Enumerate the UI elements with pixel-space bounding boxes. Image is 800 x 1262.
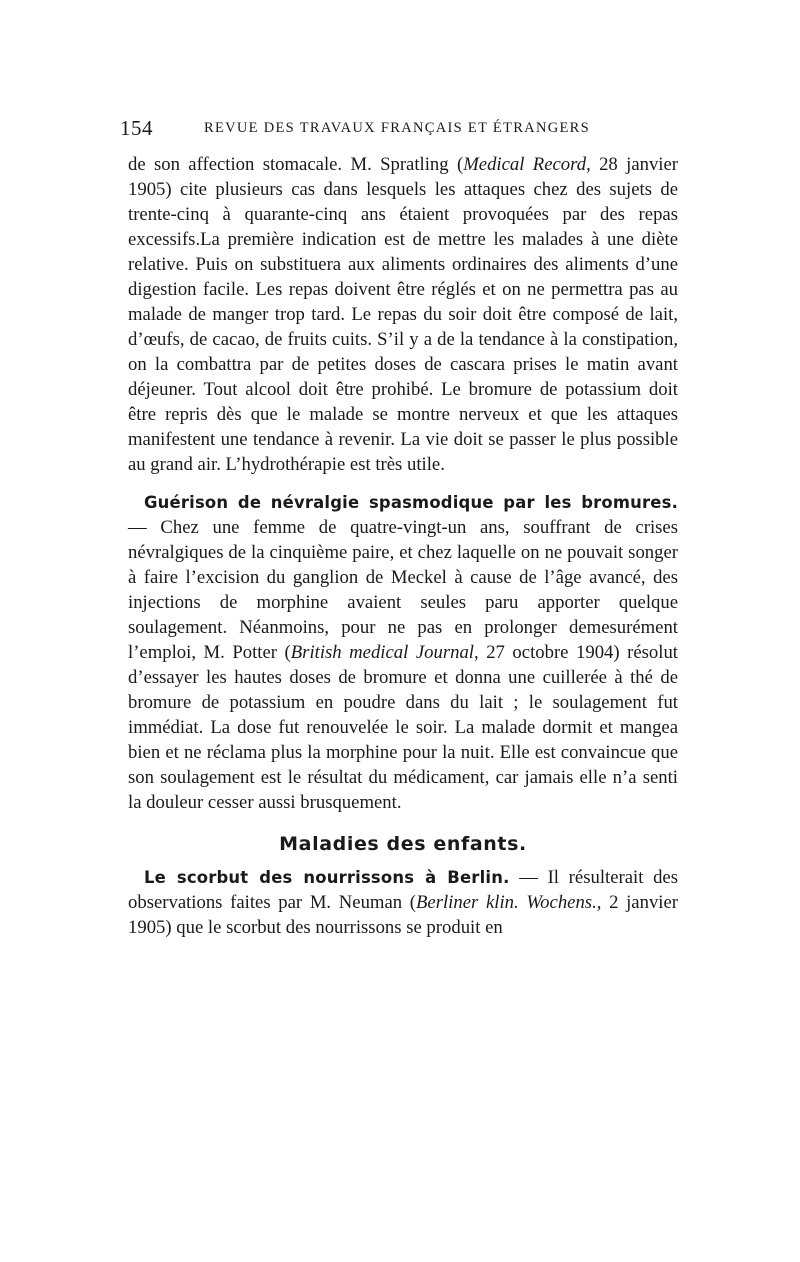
paragraph-text: , 27 octobre 1904) résolut d’essayer les hautes doses de bromure et donna une cuillerée à thé de bromure de potassium en poudre dans du lait ; le soulagement fut immédiat. La dose fut renouvelée le soir. La malade dormit et mangea bien et ne réclama plus la morphine pour la nuit. Elle est convaincue que son soulagement est le résultat du médicament, car jamais elle n’a senti la douleur cesser aussi brusquement.	[128, 642, 678, 813]
paragraph-text: de son affection stomacale. M. Spratling (	[128, 154, 464, 175]
paragraph-text: — Il résulterait des observations faites par M. Neuman (	[128, 867, 678, 913]
page-body	[128, 152, 678, 940]
run-in-heading: Le scorbut des nourrissons à Berlin.	[144, 868, 510, 887]
paragraph-scurvy	[128, 865, 678, 940]
citation-journal: Berliner klin. Wochens.	[416, 892, 597, 913]
page-number: 154	[120, 116, 153, 140]
paragraph-stomach-affection	[128, 152, 678, 477]
page-header	[120, 116, 680, 142]
running-head: REVUE DES TRAVAUX FRANÇAIS ET ÉTRANGERS	[204, 120, 590, 136]
paragraph-text: — Chez une femme de quatre-vingt-un ans, souffrant de crises névralgiques de la cinquième paire, et chez laquelle on ne pouvait songer à faire l’excision du ganglion de Meckel à cause de l’âge avancé, des injections de morphine avaient seules paru apporter quelque soulagement. Néanmoins, pour ne pas en prolonger demesurément l’emploi, M. Potter (	[128, 517, 678, 663]
citation-journal: British medical Journal	[290, 642, 474, 663]
section-title: Maladies des enfants.	[279, 833, 527, 855]
paragraph-neuralgia	[128, 490, 678, 815]
citation-journal: Medical Record	[463, 154, 587, 175]
run-in-heading: Guérison de névralgie spasmodique par les bromures.	[144, 493, 678, 512]
paragraph-text: , 28 janvier 1905) cite plusieurs cas dans lesquels les attaques chez des sujets de trente-cinq à quarante-cinq ans étaient provoquées par des repas excessifs.La première indication est de mettre les malades à une diète relative. Puis on substituera aux aliments ordinaires des aliments d’une digestion facile. Les repas doivent être réglés et on ne permettra pas au malade de manger trop tard. Le repas du soir doit être composé de lait, d’œufs, de cacao, de fruits cuits. S’il y a de la tendance à la constipation, on la combattra par de petites doses de cascara prises le matin avant déjeuner. Tout alcool doit être prohibé. Le bromure de potassium doit être repris dès que le malade se montre nerveux et que les attaques manifestent une tendance à revenir. La vie doit se passer le plus possible au grand air. L’hydrothérapie est très utile.	[128, 154, 679, 475]
paragraph-text: , 2 janvier 1905) que le scorbut des nourrissons se produit en	[128, 892, 679, 938]
